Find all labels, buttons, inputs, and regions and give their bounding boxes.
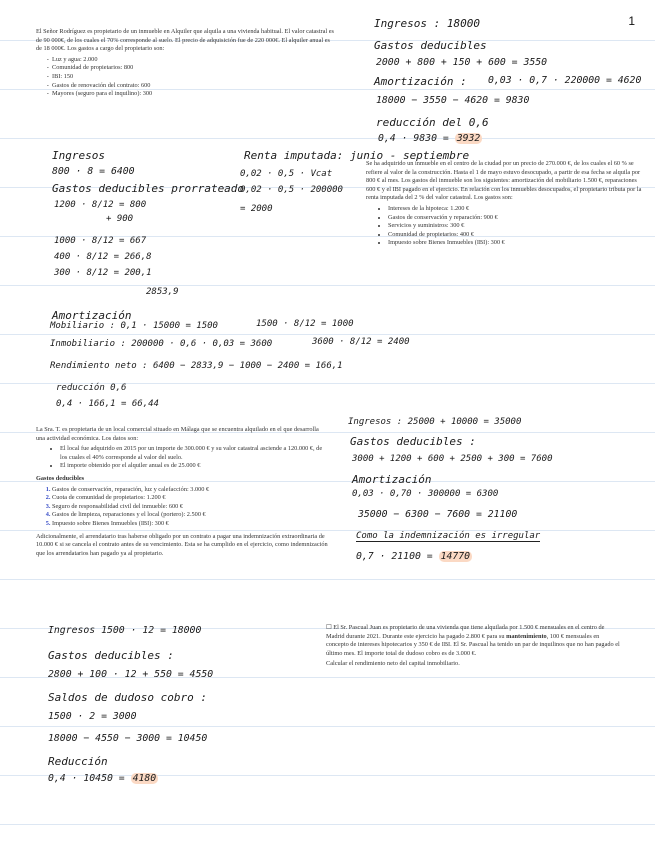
renta-imputada-result: = 2000 — [240, 204, 273, 214]
gastos-heading: Gastos deducibles : — [48, 649, 174, 662]
gastos-sum: 2800 + 100 · 12 + 550 = 4550 — [48, 669, 214, 680]
list-item: 5. Impuesto sobre Bienes Inmuebles (IBI): 300 € — [52, 520, 328, 529]
amortizacion-calc: 0,03 · 0,7 · 220000 = 4620 — [488, 75, 642, 86]
final-result-highlight: 3932 — [456, 133, 481, 144]
list-item: - Comunidad de propietarios: 800 — [52, 64, 334, 73]
problem-1-list — [36, 56, 334, 99]
amortizacion-calc: 0,03 · 0,70 · 300000 = 6300 — [352, 489, 499, 499]
problem-2-list — [366, 205, 644, 248]
reduccion-heading: reducción 0,6 — [56, 383, 127, 393]
gastos-sum: 3000 + 1200 + 600 + 2500 + 300 = 7600 — [352, 454, 553, 464]
list-item: • El importe obtenido por el alquiler anual es de 25.000 € — [60, 462, 328, 471]
mobiliario-prorrata: 1500 · 8/12 = 1000 — [256, 319, 354, 329]
reduccion-expr: 0,4 · 9830 = — [378, 133, 449, 144]
final-result-highlight: 14770 — [440, 551, 471, 562]
irregular-note-text: Como la indemnización es irregular — [356, 531, 541, 541]
amortizacion-mobiliario: Mobiliario : 0,1 · 15000 = 1500 — [50, 321, 218, 331]
list-item: 4. Gastos de limpieza, reparaciones y el local (portero): 2.500 € — [52, 511, 328, 520]
list-item: • Intereses de la hipoteca: 1.200 € — [388, 205, 644, 214]
list-item: - Mayores (seguro para el inquilino): 300 — [52, 90, 334, 99]
problem-1-statement — [36, 28, 334, 101]
saldos-heading: Saldos de dudoso cobro : — [48, 691, 207, 704]
list-item: • El local fue adquirido en 2015 por un importe de 300.000 € y su valor catastral asciende a 120.000 €, de los cuales el 40% corresponde al valor del suelo. — [60, 445, 328, 462]
problem-3-intro: La Sra. T. es propietaria de un local comercial situado en Málaga que se encuentra alquilado en el que desarrolla una actividad económica. Los datos son: — [36, 426, 319, 442]
gastos-heading: Gastos deducibles — [374, 39, 487, 52]
list-item: 2. Cuota de comunidad de propietarios: 1.200 € — [52, 494, 328, 503]
problem-4-text-bold: mantenimiento — [506, 632, 547, 640]
amortizacion-inmobiliario: Inmobiliario : 200000 · 0,6 · 0,03 = 3600 — [50, 339, 273, 349]
problem-4-text-b: , 100 € mensuales en concepto de intereses hipotecarios y 350 € de IBI. El Sr. Pascual ha tenido un par de inquilinos que no han pagado el último mes. El importe total de dudoso cobro es de 3.000 €. — [326, 632, 620, 657]
renta-imputada-formula: 0,02 · 0,5 · Vcat — [240, 169, 333, 179]
ingresos-calc: 800 · 8 = 6400 — [52, 166, 135, 177]
final-result-highlight: 4180 — [132, 773, 157, 784]
rendimiento-neto: Rendimiento neto : 6400 − 2833,9 − 1000 − 2400 = 166,1 — [50, 361, 343, 371]
problem-3-list — [36, 445, 328, 471]
rendimiento-neto: 18000 − 4550 − 3000 = 10450 — [48, 733, 208, 744]
problem-4-question: Calcular el rendimiento neto del capital inmobiliario. — [326, 660, 460, 668]
amortizacion-heading: Amortización — [352, 473, 432, 486]
page-number: 1 — [628, 14, 635, 28]
gastos-heading: Gastos deducibles prorrateado — [52, 182, 245, 195]
gastos-sum: 2000 + 800 + 150 + 600 = 3550 — [376, 57, 548, 68]
problem-3-statement — [36, 426, 328, 560]
list-item: • Gastos de conservación y reparación: 900 € — [388, 214, 644, 223]
ingresos-line: Ingresos 1500 · 12 = 18000 — [48, 625, 202, 636]
renta-imputada-calc: 0,02 · 0,5 · 200000 — [240, 185, 343, 195]
list-item: 1. Gastos de conservación, reparación, luz y calefacción: 3.000 € — [52, 486, 328, 495]
list-item: • Comunidad de propietarios: 400 € — [388, 231, 644, 240]
reduccion-calc — [378, 134, 482, 144]
gasto-2: 1000 · 8/12 = 667 — [54, 236, 147, 246]
reduccion-calc — [48, 774, 158, 784]
problem-4-text-a: El Sr. Pascual Juan es propietario de una vivienda que tiene alquilada por 1.500 € mensuales en el centro de Madrid durante 2021. Durante este ejercicio ha pagado 2.800 € para su — [326, 624, 605, 640]
reduccion-heading: reducción del 0,6 — [376, 116, 489, 129]
irregular-note — [356, 532, 540, 541]
amortizacion-heading: Amortización — [52, 309, 132, 322]
gasto-4: 300 · 8/12 = 200,1 — [54, 268, 152, 278]
inmobiliario-prorrata: 3600 · 8/12 = 2400 — [312, 337, 410, 347]
gastos-subheading: Gastos deducibles — [36, 474, 85, 482]
problem-4-statement — [326, 624, 622, 671]
reduccion-expr: 0,4 · 10450 = — [48, 773, 125, 784]
list-item: - Luz y agua: 2.000 — [52, 56, 334, 65]
problem-1-intro: El Señor Rodríguez es propietario de un inmueble en Alquiler que alquila a una vivienda habitual. El valor catastral es de 90 000€, de los cuales el 70% corresponde al suelo. El precio de adquisición fue de 220 000€. El alquiler anual es de 18 000€. Los gastos a cargo del propietario son: — [36, 28, 334, 53]
saldos-calc: 1500 · 2 = 3000 — [48, 711, 137, 722]
gasto-1-extra: + 900 — [106, 214, 134, 224]
problem-4-intro: ☐ El Sr. Pascual Juan es propietario de una vivienda que tiene alquilada por 1.500 € mensuales en el centro de Madrid durante 2021. Durante este ejercicio ha pagado 2.800 € para su mantenimiento, 100 € mensuales en concepto de intereses hipotecarios y 350 € de IBI. El Sr. Pascual ha tenido un par de inquilinos que no han pagado el último mes. El importe total de dudoso cobro es de 3.000 €. — [326, 624, 620, 657]
problem-2-intro: Se ha adquirido un inmueble en el centro de la ciudad por un precio de 270.000 €, de los cuales el 60 % se refiere al valor de la construcción. Hasta el 1 de mayo estuvo desocupado, a partir de esa fecha se alquila por 800 € al mes. Los gastos del inmueble son los siguientes: amortización del mobiliario 1.500 €, reparaciones 600 € y el IBI pagado en el ejercicio. En relación con los inmuebles desocupados, el propietario tributa por la renta imputada del 2 % del valor catastral. Los gastos son: — [366, 160, 642, 202]
ingresos-line: Ingresos : 18000 — [374, 17, 480, 30]
problem-3-outro: Adicionalmente, el arrendatario tras haberse obligado por un contrato a pagar una indemnización extraordinaria de 10.000 € si se cancela el contrato antes de su vencimiento. Esta se ha cumplido en el ejercicio, como indemnización que los arrendatarios han pagado ya al propietario. — [36, 532, 328, 557]
renta-imputada-heading: Renta imputada: junio - septiembre — [244, 149, 470, 162]
ingresos-line: Ingresos : 25000 + 10000 = 35000 — [348, 417, 522, 427]
reduccion-expr: 0,7 · 21100 = — [356, 551, 433, 562]
rendimiento-neto: 35000 − 6300 − 7600 = 21100 — [358, 509, 518, 520]
list-item: • Servicios y suministros: 300 € — [388, 222, 644, 231]
reduccion-heading: Reducción — [48, 755, 108, 768]
list-item: - Gastos de renovación del contrato: 600 — [52, 82, 334, 91]
problem-2-statement — [366, 160, 644, 250]
gastos-heading: Gastos deducibles : — [350, 435, 476, 448]
gasto-3: 400 · 8/12 = 266,8 — [54, 252, 152, 262]
gasto-1: 1200 · 8/12 = 800 — [54, 200, 147, 210]
problem-3-numbered-list — [36, 486, 328, 529]
gastos-total: 2853,9 — [146, 287, 179, 297]
amortizacion-heading: Amortización : — [374, 75, 467, 88]
rendimiento-neto: 18000 − 3550 − 4620 = 9830 — [376, 95, 530, 106]
list-item: 3. Seguro de responsabilidad civil del inmueble: 600 € — [52, 503, 328, 512]
list-item: - IBI: 150 — [52, 73, 334, 82]
list-item: • Impuesto sobre Bienes Inmuebles (IBI): 300 € — [388, 239, 644, 248]
reduccion-calc — [356, 552, 472, 562]
reduccion-calc: 0,4 · 166,1 = 66,44 — [56, 399, 159, 409]
ingresos-heading: Ingresos — [52, 149, 105, 162]
